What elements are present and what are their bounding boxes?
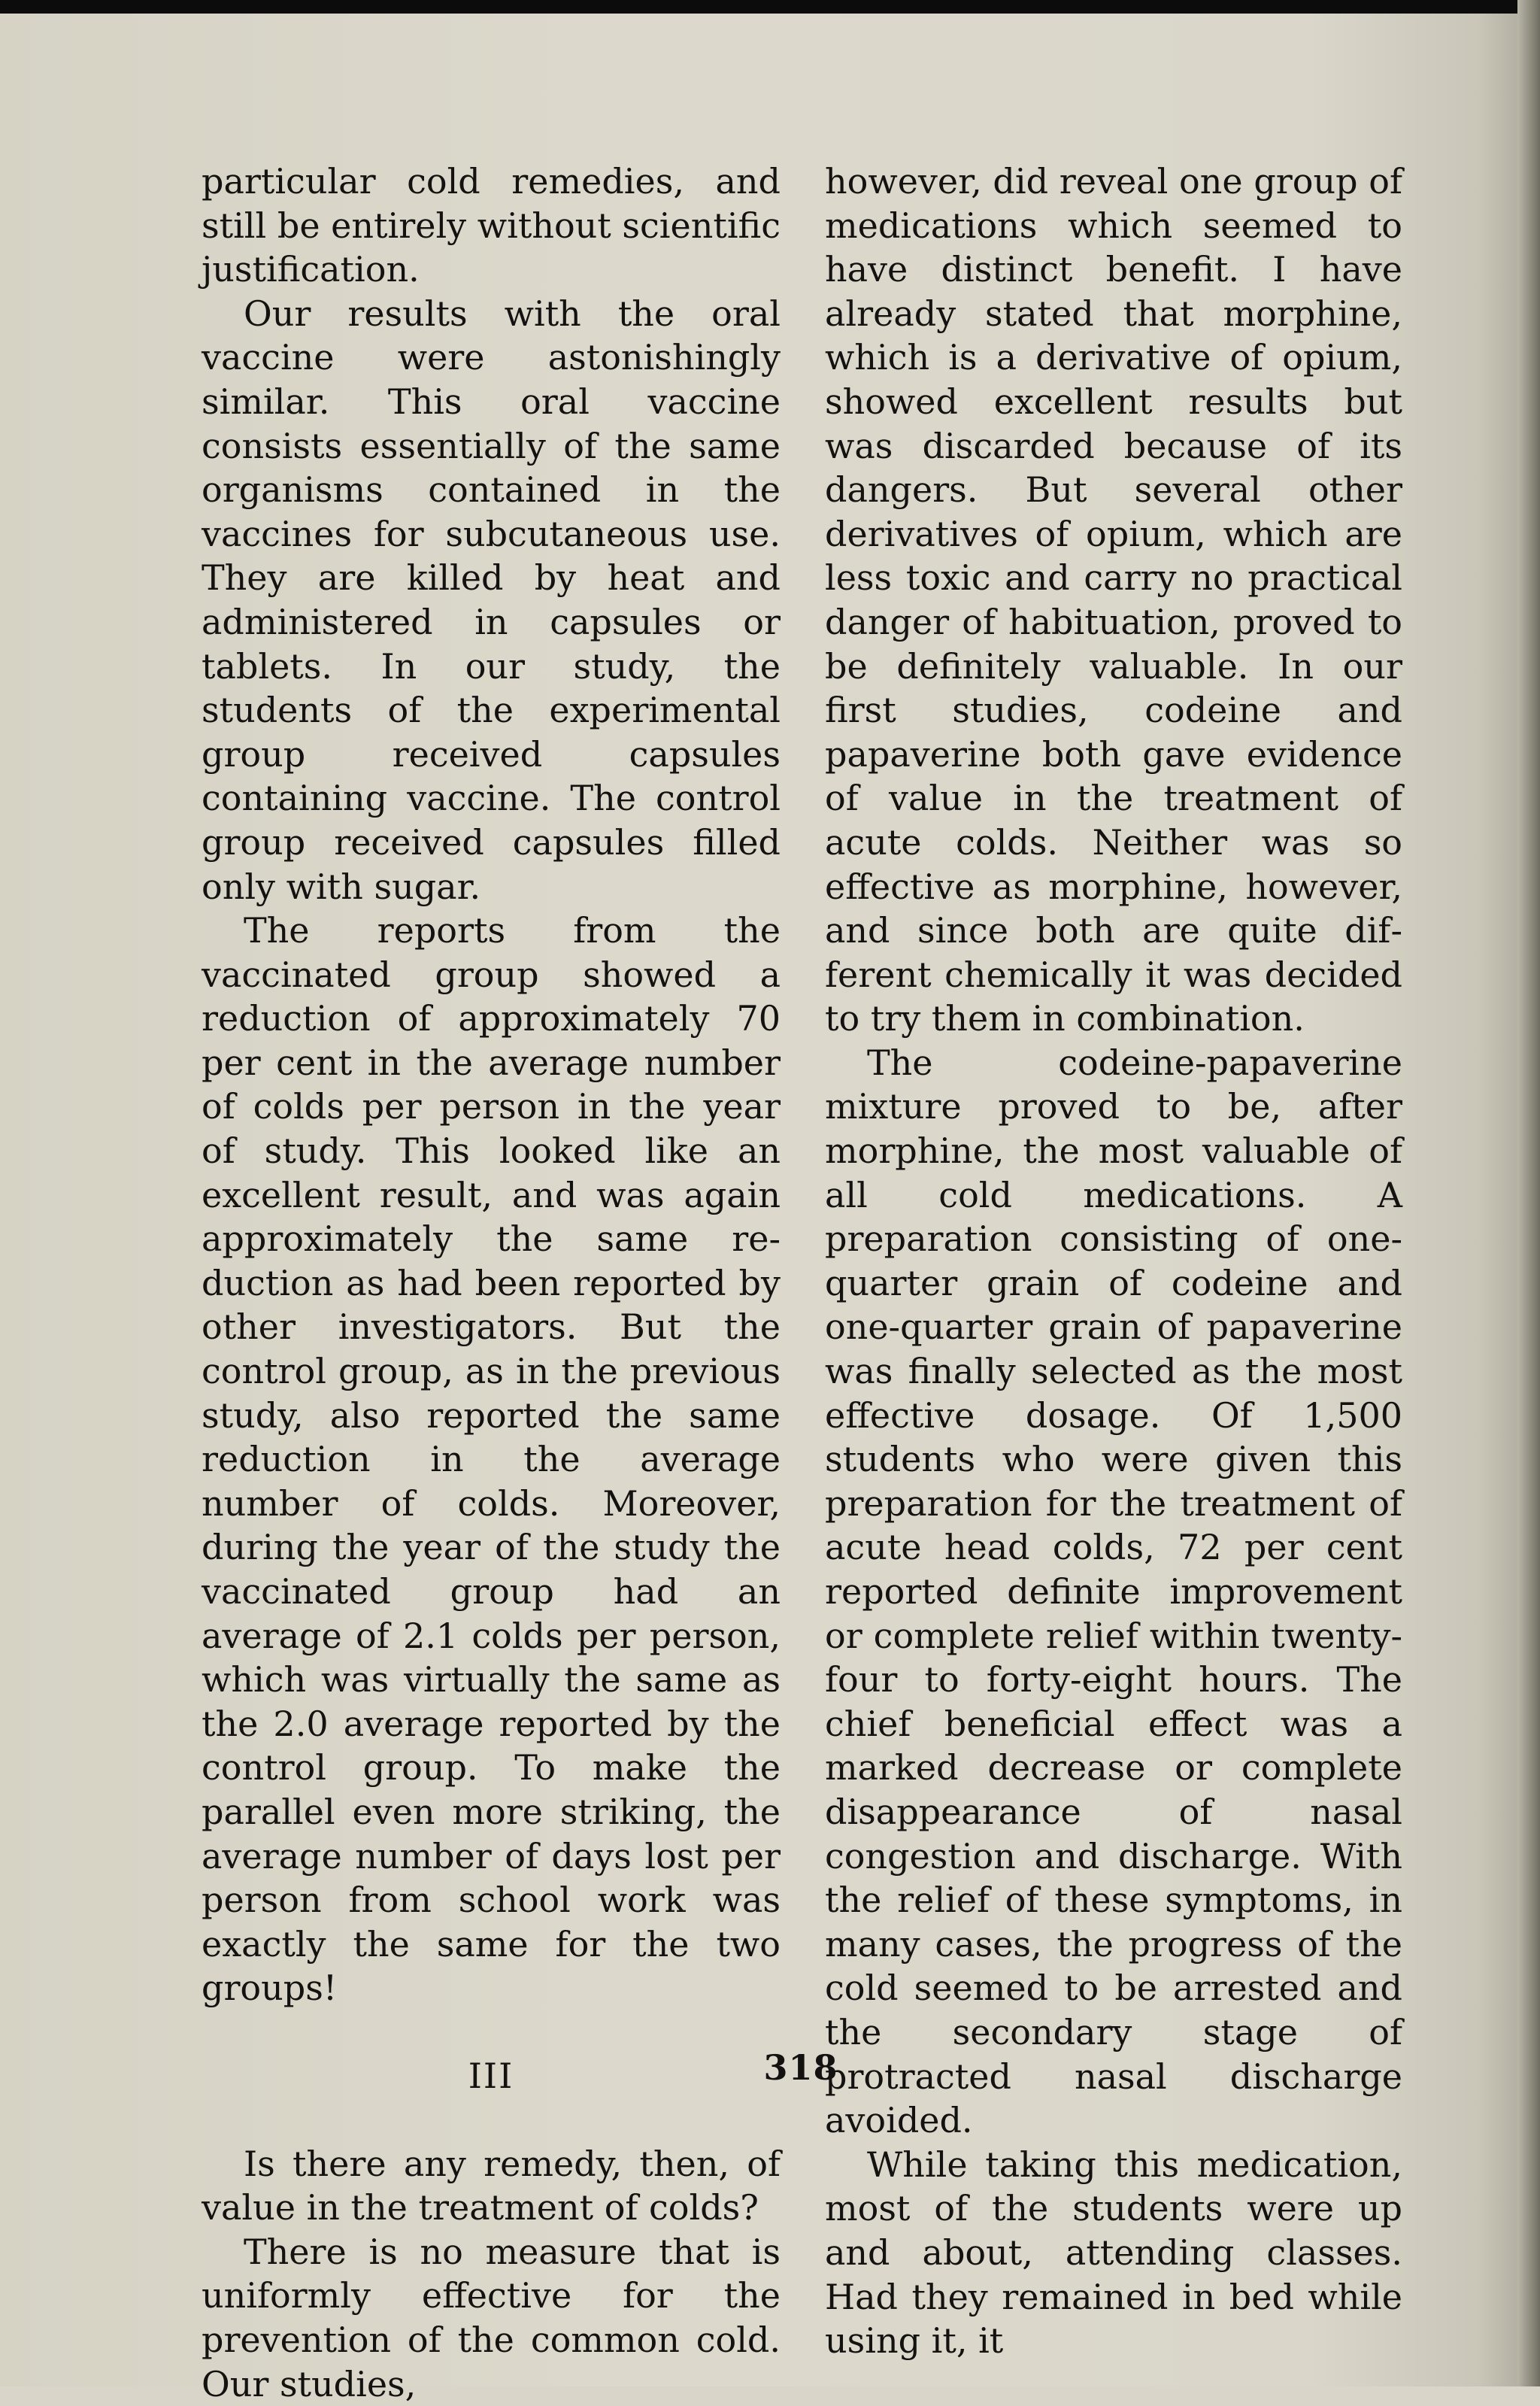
right-text-column	[825, 159, 1402, 2363]
paragraph: The codeine-papaverine mixture proved to be, after morphine, the most valuable of all cold medications. A preparation consisting of one-quarter grain of codeine and one-quarter grain of papaverine was finally selected as the most effective dosage. Of 1,500 students who were given this preparation for the treatment of acute head colds, 72 per cent reported definite improvement or complete relief within twenty-four to forty-eight hours. The chief beneficial effect was a marked decrease or complete disappearance of nasal congestion and discharge. With the relief of these symptoms, in many cases, the progress of the cold seemed to be arrested and the secondary stage of protracted nasal discharge avoided.	[825, 1042, 1402, 2141]
paragraph: While taking this medication, most of the students were up and about, attending classes. Had they remained in bed while using it, it	[825, 2144, 1402, 2362]
paragraph: There is no measure that is uniformly effective for the prevention of the common cold. Our studies,	[202, 2231, 781, 2404]
scan-right-edge	[1517, 0, 1540, 2386]
section-heading: III	[468, 2055, 514, 2096]
page-number: 318	[763, 2047, 838, 2088]
paragraph: however, did reveal one group of medications which seemed to have distinct benefit. I have already stated that morphine, which is a derivative of opium, showed excellent results but was discarded because of its dangers. But several other derivatives of opium, which are less toxic and carry no practical danger of habituation, proved to be definitely valuable. In our first studies, codeine and papaverine both gave evidence of value in the treatment of acute colds. Neither was so effective as morphine, however, and since both are quite different chemically it was decided to try them in combination.	[825, 161, 1402, 1039]
scan-top-edge	[0, 0, 1540, 14]
paragraph: The reports from the vaccinated group showed a reduction of approximately 70 per cent in the average number of colds per person in the year of study. This looked like an excellent result, and was again approximately the same reduction as had been reported by other investigators. But the control group, as in the previous study, also reported the same reduction in the average number of colds. Moreover, during the year of the study the vaccinated group had an average of 2.1 colds per person, which was virtually the same as the 2.0 average reported by the control group. To make the parallel even more striking, the average number of days lost per person from school work was exactly the same for the two groups!	[202, 910, 781, 2009]
paragraph: particular cold remedies, and still be entirely without scientific justification.	[202, 161, 781, 290]
paragraph: Our results with the oral vaccine were astonishingly similar. This oral vaccine consists essentially of the same organisms contained in the vaccines for subcutaneous use. They are killed by heat and administered in capsules or tablets. In our study, the students of the experimental group received capsules containing vaccine. The control group received capsules filled only with sugar.	[202, 293, 781, 907]
paragraph: Is there any remedy, then, of value in the treatment of colds?	[202, 2143, 781, 2229]
